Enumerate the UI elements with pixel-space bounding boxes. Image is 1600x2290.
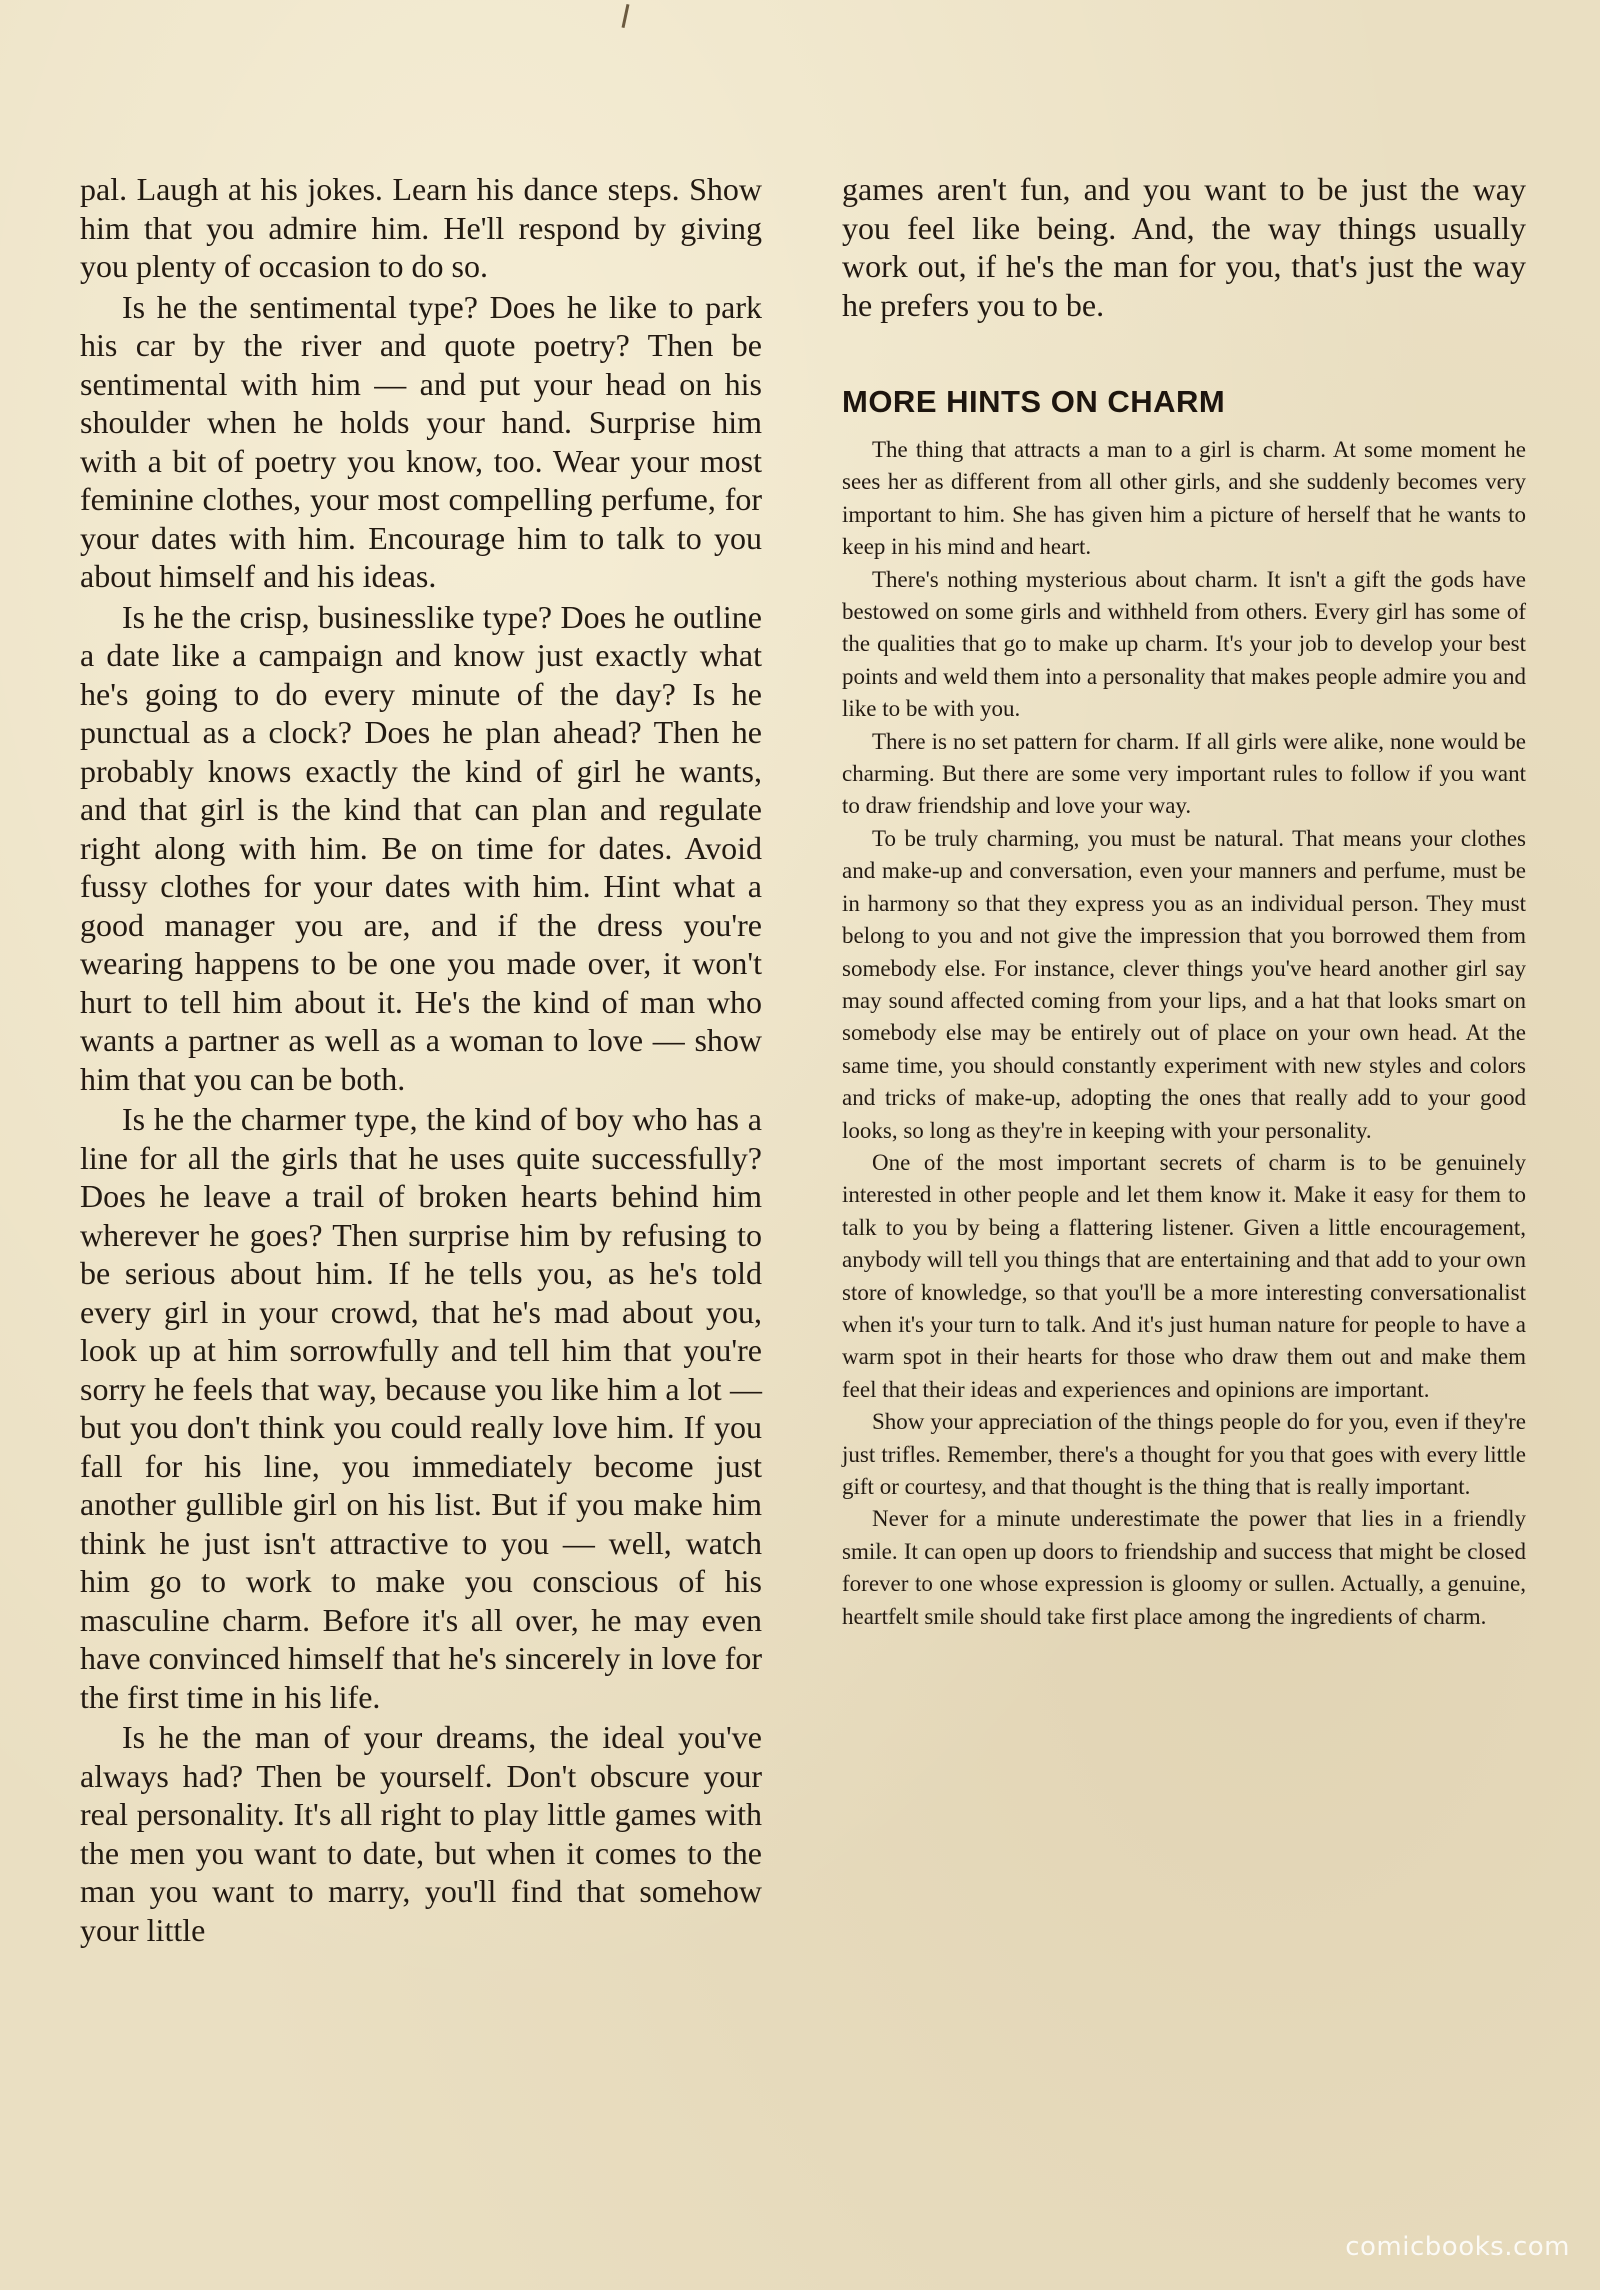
body-paragraph: Is he the man of your dreams, the ideal you've always had? Then be yourself. Don't obscure your real personality. It's all right to play little games with the men you want to date, but when it comes to the man you want to marry, you'll find that somehow your little <box>80 1719 762 1948</box>
stray-mark <box>622 4 630 28</box>
hint-paragraph: Show your appreciation of the things people do for you, even if they're just trifles. Remember, there's a thought for you that goes with every little gift or courtesy, and that thought is the thing that is really important. <box>842 1409 1526 1499</box>
hint-paragraph: There's nothing mysterious about charm. It isn't a gift the gods have bestowed on some girls and withheld from others. Every girl has some of the qualities that go to make up charm. It's your job to develop your best points and weld them into a personality that makes people admire you and like to be with you. <box>842 566 1526 722</box>
right-column <box>842 170 1526 1633</box>
left-column <box>80 170 762 1951</box>
section-heading: MORE HINTS ON CHARM <box>842 384 1226 419</box>
hint-paragraph: To be truly charming, you must be natural. That means your clothes and make-up and conversation, even your manners and perfume, must be in harmony so that they express you as an individual person. They must belong to you and not give the impression that you borrowed them from somebody else. For instance, clever things you've heard another girl say may sound affected coming from your lips, and a hat that looks smart on somebody else may be entirely out of place on your own head. At the same time, you should constantly experiment with new styles and colors and tricks of make-up, adopting the ones that really add to your good looks, so long as they're in keeping with your personality. <box>842 825 1526 1143</box>
hint-paragraph: Never for a minute underestimate the power that lies in a friendly smile. It can open up doors to friendship and success that might be closed forever to one whose expression is gloomy or sullen. Actually, a genuine, heartfelt smile should take first place among the ingredients of charm. <box>842 1506 1526 1629</box>
body-paragraph: Is he the sentimental type? Does he like to park his car by the river and quote poetry? Then be sentimental with him — and put your head on his shoulder when he holds your hand. Surprise him with a bit of poetry you know, too. Wear your most feminine clothes, your most compelling perfume, for your dates with him. Encourage him to talk to you about himself and his ideas. <box>80 288 762 594</box>
body-paragraph: Is he the crisp, businesslike type? Does he outline a date like a campaign and know just exactly what he's going to do every minute of the day? Is he punctual as a clock? Does he plan ahead? Then he probably knows exactly the kind of girl he wants, and that girl is the kind that can plan and regulate right along with him. Be on time for dates. Avoid fussy clothes for your dates with him. Hint what a good manager you are, and if the dress you're wearing happens to be one you made over, it won't hurt to tell him about it. He's the kind of man who wants a partner as well as a woman to love — show him that you can be both. <box>80 598 762 1097</box>
body-paragraph: Is he the charmer type, the kind of boy who has a line for all the girls that he uses quite successfully? Does he leave a trail of broken hearts behind him wherever he goes? Then surprise him by refusing to be serious about him. If he tells you, as he's told every girl in your crowd, that he's mad about you, look up at him sorrowfully and tell him that you're sorry he feels that way, because you like him a lot — but you don't think you could really love him. If you fall for his line, you immediately become just another gullible girl on his list. But if you make him think he just isn't attractive to you — well, watch him go to work to make you conscious of his masculine charm. Before it's all over, he may even have convinced himself that he's sincerely in love for the first time in his life. <box>80 1101 762 1715</box>
hint-paragraph: There is no set pattern for charm. If all girls were alike, none would be charming. But there are some very important rules to follow if you want to draw friendship and love your way. <box>842 728 1526 819</box>
site-watermark: comicbooks.com <box>1345 2232 1570 2262</box>
hint-paragraph: The thing that attracts a man to a girl is charm. At some moment he sees her as different from all other girls, and she suddenly becomes very important to him. She has given him a picture of herself that he wants to keep in his mind and heart. <box>842 437 1526 560</box>
hint-paragraph: One of the most important secrets of charm is to be genuinely interested in other people and let them know it. Make it easy for them to talk to you by being a flattering listener. Given a little encouragement, anybody will tell you things that are entertaining and that add to your own store of knowledge, so that you'll be a more interesting conversationalist when it's your turn to talk. And it's just human nature for people to have a warm spot in their hearts for those who draw them out and make them feel that their ideas and experiences and opinions are important. <box>842 1149 1526 1402</box>
body-paragraph: pal. Laugh at his jokes. Learn his dance steps. Show him that you admire him. He'll respond by giving you plenty of occasion to do so. <box>80 171 762 284</box>
continuation-paragraph: games aren't fun, and you want to be just the way you feel like being. And, the way things usually work out, if he's the man for you, that's just the way he prefers you to be. <box>842 171 1526 323</box>
